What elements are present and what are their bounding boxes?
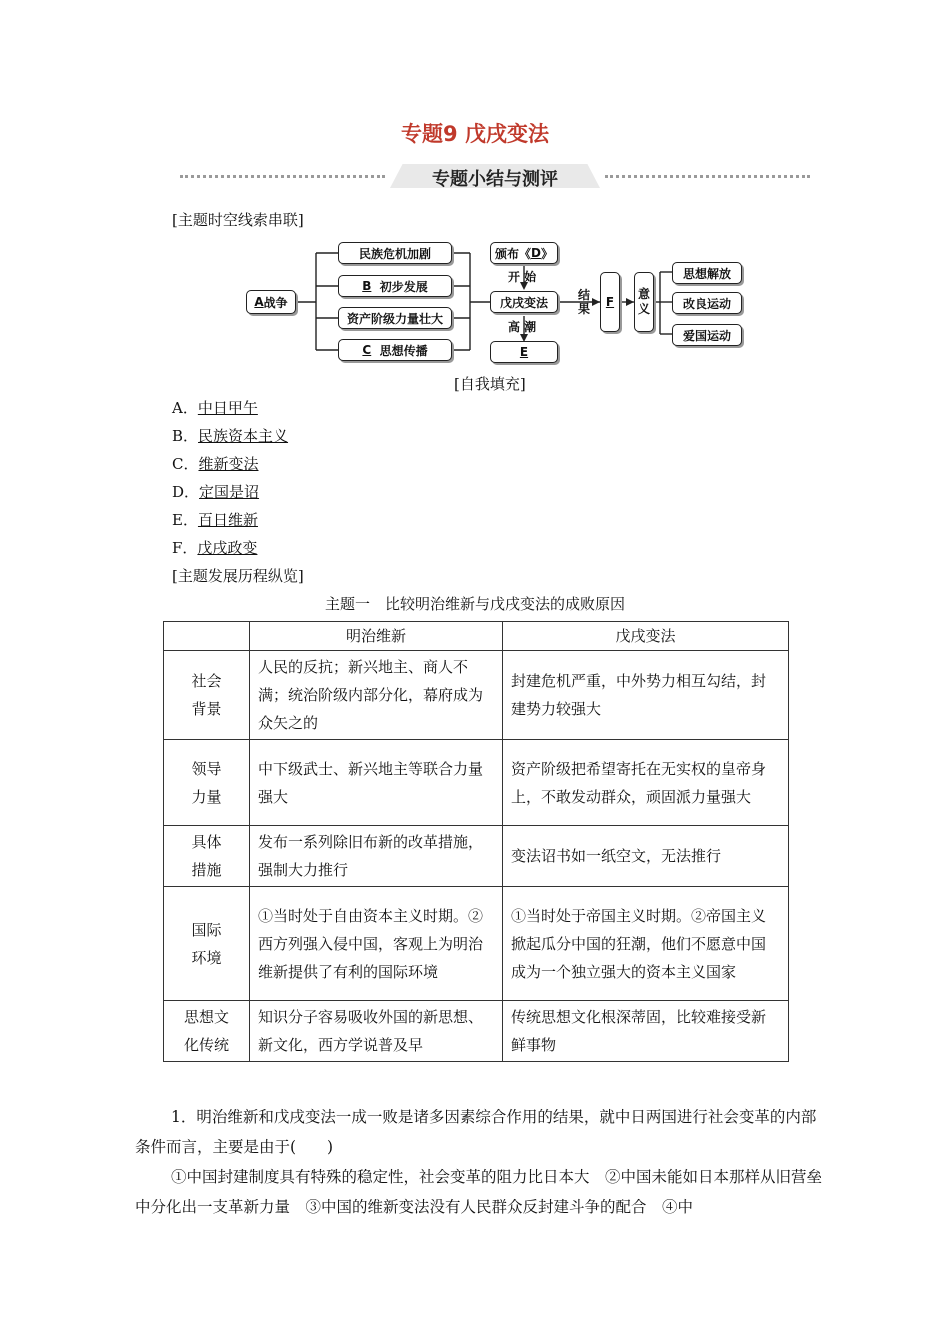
topic-title: 主题一 比较明治维新与戊戌变法的成败原因 xyxy=(324,595,625,613)
cell-wuxu: ①当时处于帝国主义时期。②帝国主义掀起瓜分中国的狂潮，他们不愿意中国成为一个独立强大的资本主义国家 xyxy=(503,887,789,1001)
cause-box-4 xyxy=(338,339,452,361)
table-header-wuxu: 戊戌变法 xyxy=(503,622,789,651)
answer-text: 定国是诏 xyxy=(199,483,260,501)
table-header-empty xyxy=(164,622,250,651)
diagram-connectors xyxy=(0,0,950,400)
table-row xyxy=(164,651,789,740)
cause-4-label: 思想传播 xyxy=(379,343,428,358)
cell-meiji: 人民的反抗；新兴地主、商人不满；统治阶级内部分化，幕府成为众矢之的 xyxy=(250,651,503,740)
section-label-timeline: [主题时空线索串联] xyxy=(172,211,304,229)
cause-4-blank: C xyxy=(362,343,372,357)
section-label-overview: [主题发展历程纵览] xyxy=(172,567,304,585)
cause-box-3: 资产阶级力量壮大 xyxy=(338,307,452,329)
meaning-item-2: 改良运动 xyxy=(672,292,742,314)
result-label: 结果 xyxy=(578,288,591,316)
cause-2-blank: B xyxy=(362,279,372,293)
answer-e xyxy=(172,510,258,530)
answer-d xyxy=(172,482,259,502)
cause-2-label: 初步发展 xyxy=(379,279,428,294)
cell-wuxu: 变法诏书如一纸空文，无法推行 xyxy=(503,826,789,887)
answer-letter: C． xyxy=(172,455,199,473)
cell-wuxu: 传统思想文化根深蒂固，比较难接受新鲜事物 xyxy=(503,1001,789,1062)
table-row xyxy=(164,740,789,826)
climax-box xyxy=(490,341,558,363)
banner-title: 专题小结与测评 xyxy=(432,169,558,190)
cell-meiji: 中下级武士、新兴地主等联合力量强大 xyxy=(250,740,503,826)
answer-text: 维新变法 xyxy=(198,455,259,473)
decree-prefix: 颁布《 xyxy=(495,246,532,261)
decree-blank: D xyxy=(531,246,541,260)
meaning-item-1: 思想解放 xyxy=(672,262,742,284)
question-options: ①中国封建制度具有特殊的稳定性，社会变革的阻力比日本大 ②中国未能如日本那样从旧营垒中分化出一支革新力量 ③中国的维新变法没有人民群众反封建斗争的配合 ④中 xyxy=(135,1168,823,1216)
climax-label: 高 潮 xyxy=(508,320,537,334)
cell-meiji: ①当时处于自由资本主义时期。②西方列强入侵中国，客观上为明治维新提供了有利的国际环境 xyxy=(250,887,503,1001)
answer-letter: D． xyxy=(172,483,200,501)
answer-c xyxy=(172,454,259,474)
page-title: 专题9 戊戌变法 xyxy=(401,122,549,146)
answer-f xyxy=(172,538,257,558)
table-row xyxy=(164,1001,789,1062)
table-header-row xyxy=(164,622,789,651)
answer-a xyxy=(172,398,258,418)
result-box xyxy=(600,272,620,332)
row-head: 国际环境 xyxy=(164,887,250,1001)
answer-text: 民族资本主义 xyxy=(198,427,289,445)
war-blank: A xyxy=(254,295,264,309)
meaning-item-3: 爱国运动 xyxy=(672,324,742,346)
comparison-table xyxy=(163,621,789,1062)
meaning-box: 意义 xyxy=(634,272,654,332)
decree-box xyxy=(490,242,558,264)
question-stem: 1．明治维新和戊戌变法一成一败是诸多因素综合作用的结果，就中日两国进行社会变革的内部条件而言，主要是由于( ) xyxy=(135,1108,817,1156)
cell-meiji: 知识分子容易吸收外国的新思想、新文化，西方学说普及早 xyxy=(250,1001,503,1062)
row-head: 领导力量 xyxy=(164,740,250,826)
answer-letter: F． xyxy=(172,539,198,557)
war-label: 战争 xyxy=(263,295,288,310)
answer-letter: E． xyxy=(172,511,198,529)
decree-suffix: 》 xyxy=(540,246,553,261)
cell-wuxu: 资产阶级把希望寄托在无实权的皇帝身上，不敢发动群众，顽固派力量强大 xyxy=(503,740,789,826)
cause-box-2 xyxy=(338,275,452,297)
answer-letter: A． xyxy=(172,399,198,417)
row-head: 思想文化传统 xyxy=(164,1001,250,1062)
climax-blank: E xyxy=(519,345,529,359)
table-header-meiji: 明治维新 xyxy=(250,622,503,651)
answer-text: 戊戌政变 xyxy=(197,539,258,557)
cause-box-1: 民族危机加剧 xyxy=(338,242,452,264)
table-row xyxy=(164,887,789,1001)
table-row xyxy=(164,826,789,887)
war-box xyxy=(246,290,296,314)
center-box: 戊戌变法 xyxy=(490,291,558,313)
start-label: 开 始 xyxy=(508,270,537,284)
result-blank: F xyxy=(605,295,615,309)
answer-b xyxy=(172,426,288,446)
self-fill-label: [自我填充] xyxy=(454,375,526,393)
answer-letter: B． xyxy=(172,427,199,445)
answer-text: 中日甲午 xyxy=(197,399,258,417)
answer-text: 百日维新 xyxy=(197,511,258,529)
row-head: 具体措施 xyxy=(164,826,250,887)
row-head: 社会背景 xyxy=(164,651,250,740)
timeline-diagram xyxy=(0,0,950,400)
cell-wuxu: 封建危机严重，中外势力相互勾结，封建势力较强大 xyxy=(503,651,789,740)
cell-meiji: 发布一系列除旧布新的改革措施，强制大力推行 xyxy=(250,826,503,887)
